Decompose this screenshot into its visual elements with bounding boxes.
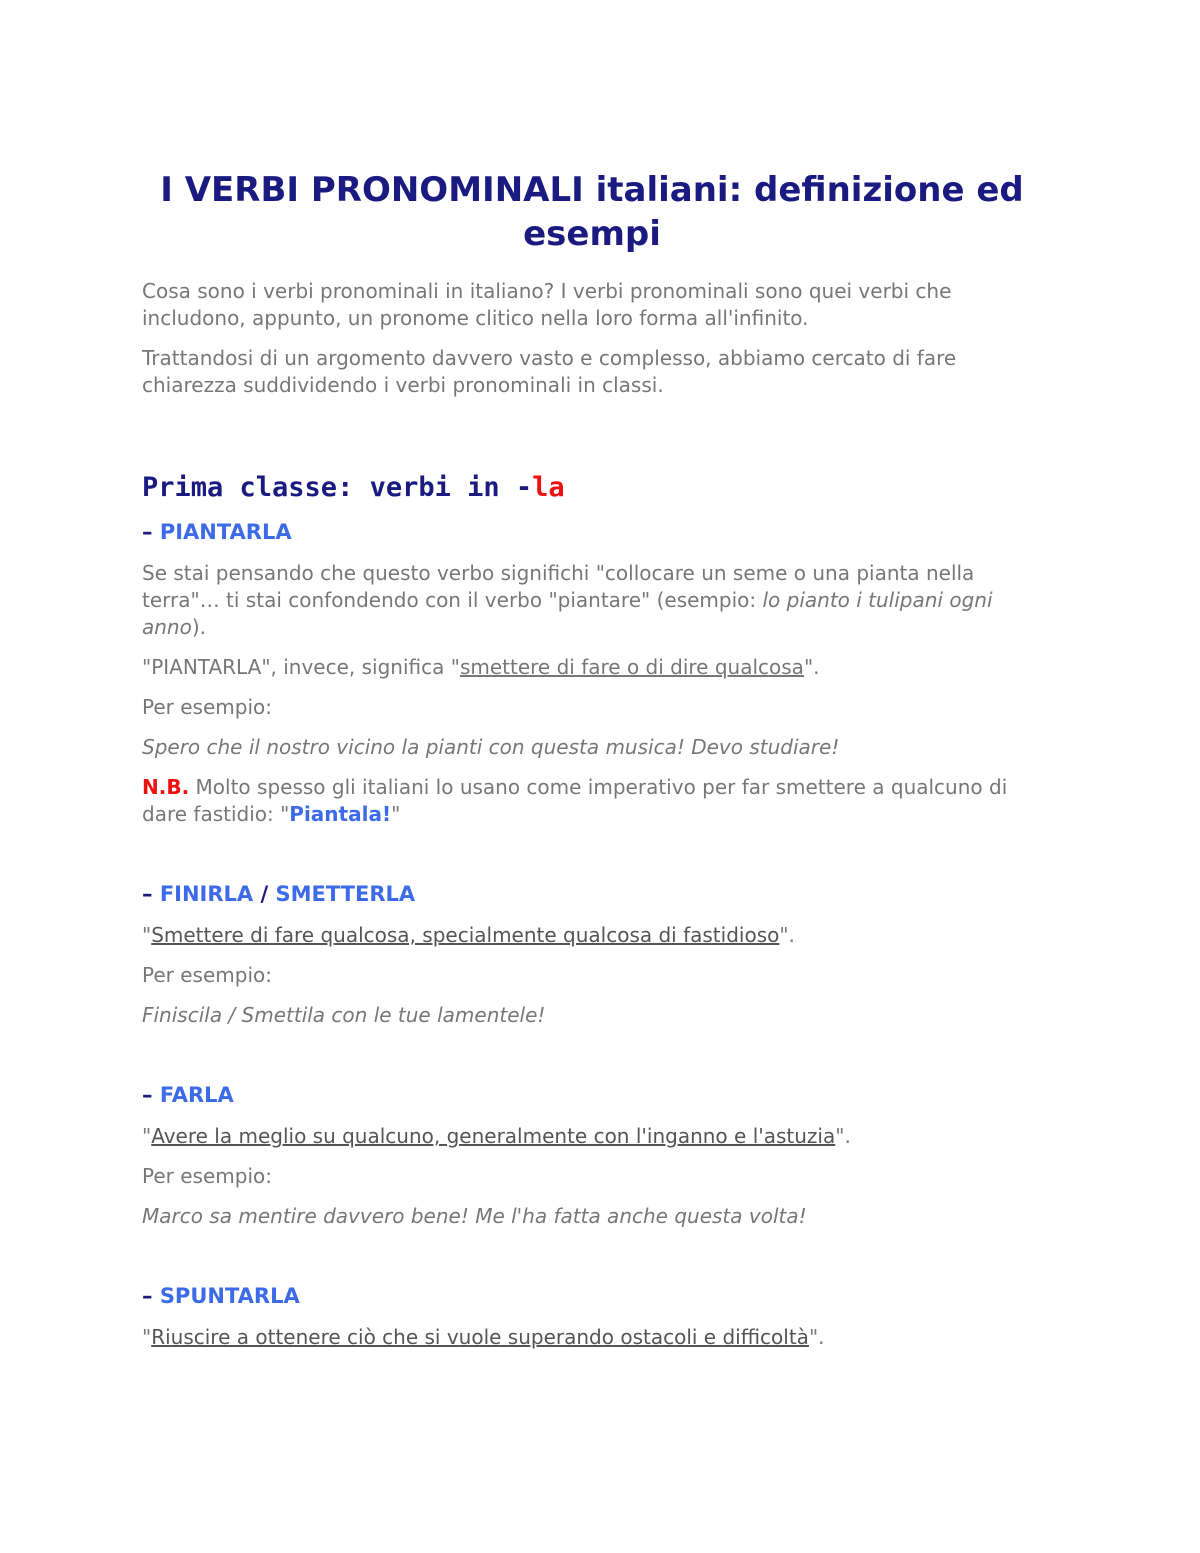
section-heading-prefix: Prima classe: verbi in - (142, 472, 533, 503)
nb-text-a: Molto spesso gli italiani lo usano come imperativo per far smettere a qualcuno di dare fastidio: " (142, 775, 1008, 826)
piantarla-example-text: Spero che il nostro vicino la pianti con questa musica! Devo studiare! (142, 735, 840, 759)
farla-example-text: Marco sa mentire davvero bene! Me l'ha fatta anche questa volta! (142, 1204, 807, 1228)
verb-finirla: FINIRLA (159, 882, 254, 906)
nb-text-b: " (391, 802, 401, 826)
verb-piantarla: PIANTARLA (159, 520, 292, 544)
dash: – (142, 1083, 160, 1107)
piantarla-meaning-b: ". (803, 655, 820, 679)
finirla-example-text: Finiscila / Smettila con le tue lamentele! (142, 1003, 546, 1027)
section-heading (142, 470, 1042, 506)
piantarla-meaning (142, 654, 1042, 681)
quote-close: ". (808, 1325, 825, 1349)
verb-heading-farla (142, 1081, 1042, 1109)
piantarla-meaning-definition: smettere di fare o di dire qualcosa (459, 655, 804, 679)
farla-example (142, 1203, 1042, 1230)
dash: – (142, 1284, 160, 1308)
verb-heading-finirla (142, 880, 1042, 908)
spuntarla-meaning-definition: Riuscire a ottenere ciò che si vuole superando ostacoli e difficoltà (151, 1325, 809, 1349)
nb-highlight: Piantala! (289, 802, 392, 826)
verb-heading-piantarla (142, 518, 1042, 546)
verb-farla: FARLA (159, 1083, 234, 1107)
quote-close: ". (835, 1124, 851, 1148)
dash: – (142, 520, 160, 544)
piantarla-note (142, 774, 1042, 828)
finirla-per-esempio: Per esempio: (142, 963, 272, 987)
dash: – (142, 882, 160, 906)
section-heading-suffix: la (532, 472, 565, 503)
quote-open: " (142, 1124, 152, 1148)
document-page (142, 168, 1042, 1364)
quote-open: " (142, 923, 152, 947)
intro-paragraph-2: Trattandosi di un argomento davvero vasto e complesso, abbiamo cercato di fare chiarezza suddividendo i verbi pronominali in classi. (142, 346, 957, 397)
finirla-meaning (142, 922, 1042, 949)
intro-paragraph-1: Cosa sono i verbi pronominali in italiano? I verbi pronominali sono quei verbi che includono, appunto, un pronome clitico nella loro forma all'infinito. (142, 279, 952, 330)
piantarla-example (142, 734, 1042, 761)
farla-meaning-definition: Avere la meglio su qualcuno, generalmente con l'inganno e l'astuzia (151, 1124, 836, 1148)
finirla-example (142, 1002, 1042, 1029)
verb-spuntarla: SPUNTARLA (159, 1284, 300, 1308)
piantarla-meaning-a: "PIANTARLA", invece, significa " (142, 655, 460, 679)
spacer (142, 841, 1042, 880)
verb-separator: / (253, 882, 276, 906)
piantarla-description (142, 560, 1042, 641)
verb-smetterla: SMETTERLA (275, 882, 416, 906)
piantarla-desc-example: lo pianto i tulipani ogni anno (142, 588, 993, 639)
farla-per-esempio: Per esempio: (142, 1164, 272, 1188)
quote-close: ". (779, 923, 795, 947)
spacer (142, 1243, 1042, 1282)
piantarla-desc-a: Se stai pensando che questo verbo significhi "collocare un seme o una pianta nella terra"… ti stai confondendo con il verbo "piantare" (esempio: (142, 561, 975, 612)
spacer (142, 1042, 1042, 1081)
finirla-meaning-definition: Smettere di fare qualcosa, specialmente qualcosa di fastidioso (151, 923, 780, 947)
nb-label: N.B. (142, 775, 190, 799)
spuntarla-meaning (142, 1324, 1042, 1351)
farla-meaning (142, 1123, 1042, 1150)
page-title: I VERBI PRONOMINALI italiani: definizione ed esempi (160, 170, 1024, 254)
piantarla-desc-b: ). (191, 615, 207, 639)
quote-open: " (142, 1325, 152, 1349)
verb-heading-spuntarla (142, 1282, 1042, 1310)
piantarla-per-esempio: Per esempio: (142, 695, 272, 719)
